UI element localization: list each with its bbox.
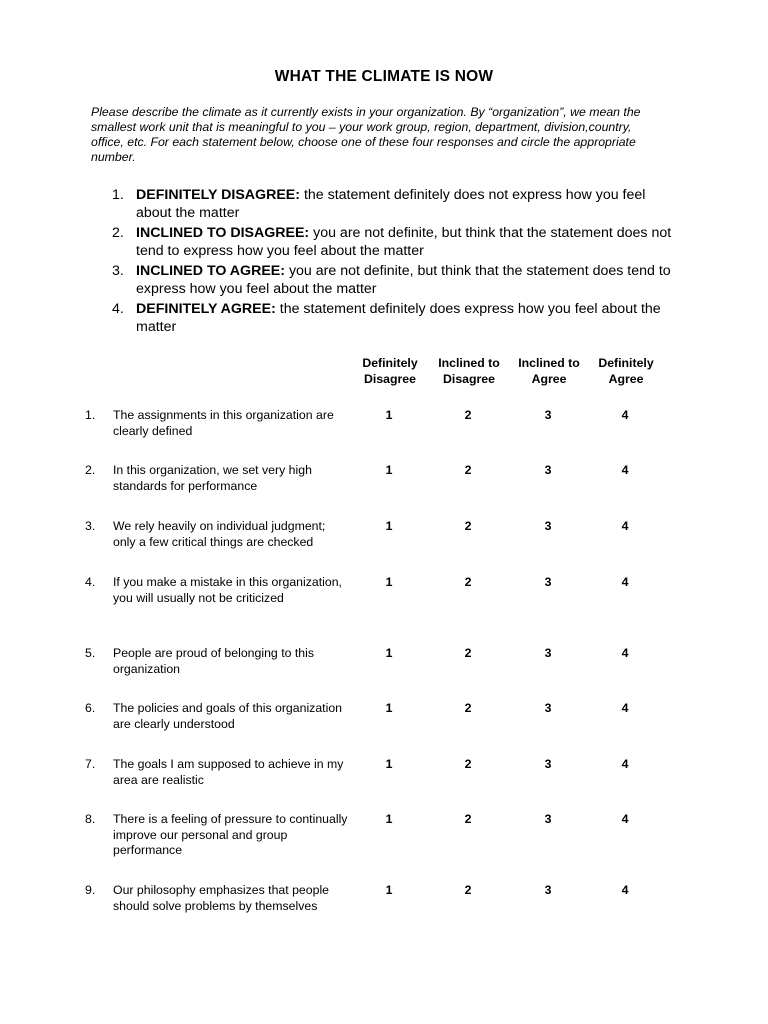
question-number: 2. — [85, 463, 96, 477]
rating-option-1[interactable]: 1 — [385, 883, 393, 897]
scale-item-term: DEFINITELY AGREE: — [136, 301, 276, 317]
column-header-line: Agree — [531, 372, 567, 386]
scale-item — [112, 263, 682, 298]
rating-option-4[interactable]: 4 — [621, 646, 629, 660]
question-text: The assignments in this organization are clearly defined — [113, 408, 334, 438]
question-text: We rely heavily on individual judgment; only a few critical things are checked — [113, 519, 326, 549]
rating-option-3[interactable]: 3 — [544, 701, 552, 715]
column-header-line: Disagree — [364, 372, 416, 386]
scale-item-description: you are not definite, but think that the statement does tend to express how you feel about the matter — [136, 263, 671, 297]
intro-paragraph: Please describe the climate as it currently exists in your organization. By “organization”, we mean the smallest work unit that is meaningful to you – your work group, region, department, division,country, office, etc. For each statement below, choose one of these four responses and circle the appropriate number. — [91, 105, 641, 164]
rating-option-3[interactable]: 3 — [544, 883, 552, 897]
rating-option-2[interactable]: 2 — [464, 646, 472, 660]
column-header-line: Inclined to — [438, 356, 500, 370]
scale-item-number: 2. — [112, 225, 124, 241]
column-header-line: Agree — [608, 372, 644, 386]
rating-option-2[interactable]: 2 — [464, 757, 472, 771]
scale-item-description: the statement definitely does not express how you feel about the matter — [136, 187, 646, 221]
question-text: The policies and goals of this organization are clearly understood — [113, 701, 342, 731]
rating-option-1[interactable]: 1 — [385, 519, 393, 533]
question-number: 8. — [85, 812, 96, 826]
scale-item-term: INCLINED TO AGREE: — [136, 263, 285, 279]
question-text: Our philosophy emphasizes that people should solve problems by themselves — [113, 883, 330, 913]
rating-option-4[interactable]: 4 — [621, 812, 629, 826]
rating-option-2[interactable]: 2 — [464, 575, 472, 589]
rating-option-4[interactable]: 4 — [621, 575, 629, 589]
rating-option-3[interactable]: 3 — [544, 408, 552, 422]
scale-item-description: you are not definite, but think that the statement does not tend to express how you feel about the matter — [136, 225, 672, 259]
page-title: WHAT THE CLIMATE IS NOW — [274, 68, 494, 85]
rating-option-4[interactable]: 4 — [621, 883, 629, 897]
question-number: 6. — [85, 701, 96, 715]
rating-option-3[interactable]: 3 — [544, 575, 552, 589]
column-header-line: Inclined to — [518, 356, 580, 370]
scale-item-term: INCLINED TO DISAGREE: — [136, 225, 310, 241]
question-number: 5. — [85, 646, 96, 660]
column-header-definitely-agree — [576, 355, 676, 387]
rating-option-3[interactable]: 3 — [544, 463, 552, 477]
scale-item — [112, 301, 682, 336]
question-number: 7. — [85, 757, 96, 771]
rating-option-3[interactable]: 3 — [544, 519, 552, 533]
rating-option-2[interactable]: 2 — [464, 701, 472, 715]
rating-option-1[interactable]: 1 — [385, 757, 393, 771]
rating-option-2[interactable]: 2 — [464, 812, 472, 826]
scale-item-description: the statement definitely does express how you feel about the matter — [136, 301, 661, 335]
scale-definitions — [112, 187, 682, 339]
question-text: The goals I am supposed to achieve in my area are realistic — [113, 757, 344, 787]
question-text: People are proud of belonging to this organization — [113, 646, 314, 676]
rating-option-3[interactable]: 3 — [544, 757, 552, 771]
rating-option-2[interactable]: 2 — [464, 463, 472, 477]
rating-option-4[interactable]: 4 — [621, 757, 629, 771]
column-header-line: Disagree — [443, 372, 495, 386]
question-number: 4. — [85, 575, 96, 589]
question-text: There is a feeling of pressure to continually improve our personal and group performance — [113, 812, 348, 857]
rating-option-1[interactable]: 1 — [385, 812, 393, 826]
scale-item-number: 1. — [112, 187, 124, 203]
rating-option-1[interactable]: 1 — [385, 701, 393, 715]
question-number: 3. — [85, 519, 96, 533]
rating-option-4[interactable]: 4 — [621, 408, 629, 422]
rating-option-4[interactable]: 4 — [621, 463, 629, 477]
rating-option-1[interactable]: 1 — [385, 575, 393, 589]
scale-item-number: 3. — [112, 263, 124, 279]
rating-option-3[interactable]: 3 — [544, 812, 552, 826]
rating-option-2[interactable]: 2 — [464, 519, 472, 533]
rating-option-1[interactable]: 1 — [385, 646, 393, 660]
rating-option-4[interactable]: 4 — [621, 701, 629, 715]
column-header-line: Definitely — [598, 356, 654, 370]
rating-option-4[interactable]: 4 — [621, 519, 629, 533]
rating-option-2[interactable]: 2 — [464, 883, 472, 897]
question-text: If you make a mistake in this organization, you will usually not be criticized — [113, 575, 342, 605]
scale-item-term: DEFINITELY DISAGREE: — [136, 187, 300, 203]
scale-item — [112, 187, 682, 222]
question-number: 9. — [85, 883, 96, 897]
column-header-line: Definitely — [362, 356, 418, 370]
question-number: 1. — [85, 408, 96, 422]
rating-option-1[interactable]: 1 — [385, 463, 393, 477]
rating-option-2[interactable]: 2 — [464, 408, 472, 422]
scale-item — [112, 225, 682, 260]
question-text: In this organization, we set very high standards for performance — [113, 463, 312, 493]
rating-option-1[interactable]: 1 — [385, 408, 393, 422]
scale-item-number: 4. — [112, 301, 124, 317]
rating-option-3[interactable]: 3 — [544, 646, 552, 660]
